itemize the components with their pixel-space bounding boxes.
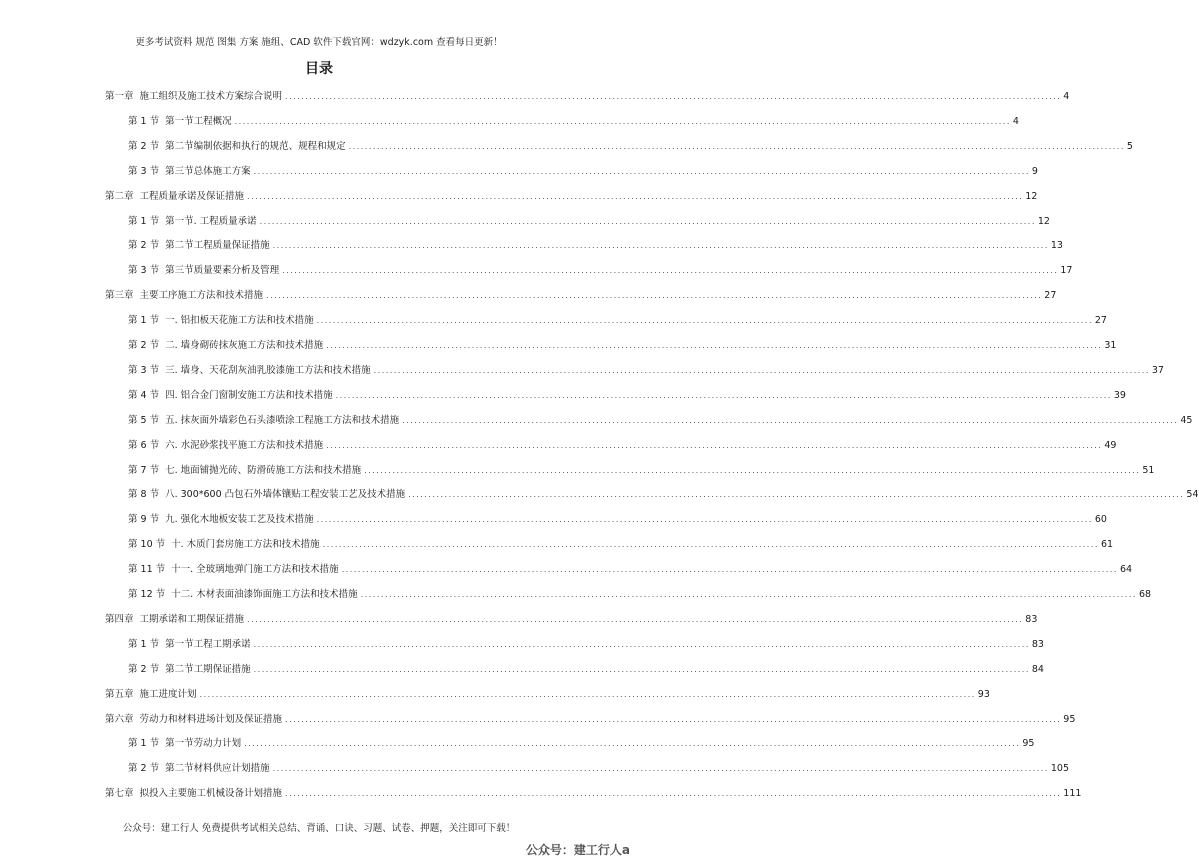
- toc-section-entry[interactable]: [128, 589, 1152, 601]
- toc-entry-label: [128, 166, 254, 178]
- toc-page-number: 51: [1142, 464, 1155, 476]
- toc-entry-number: 第七章: [105, 788, 134, 800]
- toc-chapter-entry[interactable]: [105, 190, 1038, 203]
- toc-entry-number: 第三章: [105, 290, 134, 302]
- toc-entry-label: [105, 91, 285, 103]
- toc-entry-number: 第四章: [105, 613, 134, 625]
- toc-entry-number: 第 1 节: [128, 115, 160, 127]
- toc-entry-number: 第二章: [105, 190, 134, 202]
- toc-page-number: 83: [1031, 638, 1044, 650]
- toc-section-entry[interactable]: [128, 539, 1114, 551]
- toc-entry-label: [128, 489, 408, 501]
- toc-entry-number: 第五章: [105, 688, 134, 700]
- toc-dot-leader: ................................................................................................................................................................................................: [364, 465, 1141, 475]
- watermark: [526, 843, 630, 858]
- toc-chapter-entry[interactable]: [105, 91, 1070, 103]
- toc-entry-title: 第一节. 工程质量承诺: [165, 215, 257, 227]
- toc-section-entry[interactable]: [128, 165, 1038, 178]
- toc-entry-title: 第一节工程工期承诺: [165, 638, 251, 650]
- toc-entry-title: 十. 木质门套房施工方法和技术措施: [171, 539, 320, 551]
- toc-entry-label: [128, 589, 361, 601]
- toc-dot-leader: ................................................................................................................................................................................................: [253, 166, 1030, 176]
- toc-entry-label: [128, 564, 342, 576]
- toc-section-entry[interactable]: [128, 514, 1107, 526]
- toc-page-number: 12: [1037, 215, 1050, 227]
- toc-entry-title: 二. 墙身砌砖抹灰施工方法和技术措施: [165, 340, 324, 351]
- toc-section-entry[interactable]: [128, 414, 1193, 427]
- toc-chapter-entry[interactable]: [105, 613, 1038, 626]
- toc-entry-title: 第三节质量要素分析及管理: [165, 265, 280, 277]
- toc-entry-title: 十二. 木材表面油漆饰面施工方法和技术措施: [171, 589, 358, 600]
- toc-dot-leader: ................................................................................................................................................................................................: [316, 316, 1093, 326]
- toc-entry-label: [128, 440, 326, 452]
- toc-entry-number: 第 10 节: [128, 539, 166, 551]
- toc-entry-label: [128, 763, 273, 775]
- toc-entry-label: [128, 240, 273, 252]
- toc-entry-number: 第六章: [105, 713, 134, 725]
- toc-chapter-entry[interactable]: [105, 713, 1076, 726]
- toc-entry-title: 十一. 全玻璃地弹门施工方法和技术措施: [171, 564, 339, 576]
- header-note: 更多考试资料 规范 图集 方案 施组、CAD 软件下载官网：wdzyk.com 查看每日更新！: [135, 37, 503, 48]
- toc-entry-title: 第三节总体施工方案: [165, 165, 251, 177]
- toc-entry-label: [105, 788, 285, 800]
- toc-dot-leader: ................................................................................................................................................................................................: [253, 664, 1030, 674]
- toc-entry-label: [128, 390, 336, 402]
- toc-dot-leader: ................................................................................................................................................................................................: [272, 764, 1049, 774]
- toc-section-entry[interactable]: [128, 439, 1117, 452]
- toc-page-number: 39: [1113, 389, 1126, 401]
- toc-page-number: 95: [1063, 713, 1076, 725]
- toc-dot-leader: ................................................................................................................................................................................................: [316, 515, 1093, 525]
- toc-entry-title: 八. 300*600 凸包石外墙体镶贴工程安装工艺及技术措施: [165, 489, 406, 501]
- toc-page-number: 5: [1126, 140, 1133, 152]
- toc-entry-title: 七. 地面铺抛光砖、防滑砖施工方法和技术措施: [165, 464, 362, 476]
- toc-entry-number: 第 3 节: [128, 364, 160, 376]
- toc-entry-number: 第一章: [105, 91, 134, 102]
- toc-page-number: 17: [1060, 265, 1073, 277]
- toc-section-entry[interactable]: [128, 140, 1133, 153]
- toc-dot-leader: ................................................................................................................................................................................................: [335, 390, 1112, 400]
- toc-entry-label: [128, 116, 235, 128]
- watermark-text: 公众号：建工行人a: [525, 843, 630, 857]
- toc-entry-number: 第 9 节: [128, 514, 160, 526]
- toc-chapter-entry[interactable]: [105, 290, 1057, 302]
- toc-entry-title: 施工组织及施工技术方案综合说明: [139, 91, 283, 102]
- toc-entry-label: [128, 465, 364, 477]
- toc-page-number: 93: [977, 688, 990, 700]
- toc-entry-number: 第 7 节: [128, 464, 160, 476]
- toc-chapter-entry[interactable]: [105, 788, 1082, 800]
- toc-entry-label: [128, 141, 349, 153]
- toc-entry-number: 第 4 节: [128, 389, 160, 401]
- toc-entry-title: 劳动力和材料进场计划及保证措施: [139, 713, 283, 725]
- toc-entry-number: 第 12 节: [128, 589, 166, 600]
- toc-dot-leader: ................................................................................................................................................................................................: [348, 141, 1125, 151]
- toc-page-number: 27: [1044, 290, 1057, 302]
- toc-section-entry[interactable]: [128, 638, 1044, 651]
- toc-page-number: 64: [1119, 564, 1133, 576]
- toc-entry-label: [128, 738, 244, 750]
- toc-entry-title: 五. 抹灰面外墙彩色石头漆喷涂工程施工方法和技术措施: [165, 414, 400, 426]
- toc-section-entry[interactable]: [128, 564, 1133, 576]
- toc-dot-leader: ................................................................................................................................................................................................: [259, 216, 1036, 226]
- toc-dot-leader: ................................................................................................................................................................................................: [373, 365, 1150, 375]
- toc-entry-label: [128, 315, 317, 327]
- toc-page-number: 9: [1031, 165, 1038, 177]
- toc-entry-label: [128, 415, 402, 427]
- toc-entry-number: 第 2 节: [128, 663, 160, 675]
- toc-page-number: 61: [1100, 539, 1114, 551]
- toc-entry-title: 工期承诺和工期保证措施: [139, 613, 245, 625]
- toc-section-entry[interactable]: [128, 738, 1035, 750]
- toc-entry-number: 第 1 节: [128, 738, 160, 750]
- toc-entry-label: [128, 340, 326, 352]
- toc-entry-number: 第 3 节: [128, 265, 160, 277]
- toc-section-entry[interactable]: [128, 663, 1044, 676]
- toc-entry-title: 第二节材料供应计划措施: [165, 763, 270, 775]
- toc-section-entry[interactable]: [128, 240, 1063, 252]
- toc-section-entry[interactable]: [128, 340, 1117, 352]
- toc-dot-leader: ................................................................................................................................................................................................: [326, 341, 1103, 350]
- toc-section-entry[interactable]: [128, 464, 1155, 477]
- toc-dot-leader: ................................................................................................................................................................................................: [322, 540, 1099, 550]
- toc-entry-title: 三. 墙身、天花刮灰油乳胶漆施工方法和技术措施: [165, 364, 371, 376]
- toc-page-number: 27: [1094, 315, 1107, 327]
- toc-section-entry[interactable]: [128, 389, 1126, 402]
- toc-dot-leader: ................................................................................................................................................................................................: [282, 266, 1059, 276]
- toc-entry-number: 第 6 节: [128, 439, 160, 451]
- toc-dot-leader: ................................................................................................................................................................................................: [285, 92, 1062, 101]
- toc-dot-leader: ................................................................................................................................................................................................: [326, 440, 1103, 450]
- toc-dot-leader: ................................................................................................................................................................................................: [266, 291, 1043, 301]
- toc-chapter-entry[interactable]: [105, 688, 990, 701]
- toc-section-entry[interactable]: [128, 215, 1050, 228]
- toc-entry-number: 第 2 节: [128, 240, 160, 252]
- toc-entry-label: [105, 290, 266, 302]
- toc-entry-title: 施工进度计划: [139, 688, 197, 700]
- toc-entry-number: 第 1 节: [128, 315, 160, 327]
- toc-page-number: 45: [1180, 414, 1193, 426]
- toc-entry-label: [105, 614, 247, 626]
- toc-title: 目录: [305, 61, 333, 77]
- toc-entry-number: 第 5 节: [128, 414, 160, 426]
- toc-page-number: 68: [1138, 589, 1152, 600]
- toc-entry-title: 主要工序施工方法和技术措施: [139, 290, 264, 302]
- toc-entry-label: [105, 191, 247, 203]
- toc-page-number: 31: [1104, 340, 1117, 351]
- footer-note: 公众号：建工行人 免费提供考试相关总结、背诵、口诀、习题、试卷、押题，关注即可下载！: [122, 823, 516, 834]
- toc-entry-number: 第 2 节: [128, 340, 160, 351]
- toc-entry-title: 第一节劳动力计划: [165, 738, 242, 750]
- toc-entry-title: 工程质量承诺及保证措施: [139, 190, 245, 202]
- toc-entry-title: 第二节工期保证措施: [165, 663, 251, 675]
- toc-entry-number: 第 2 节: [128, 763, 160, 775]
- toc-entry-label: [128, 639, 254, 651]
- toc-entry-title: 一. 铝扣板天花施工方法和技术措施: [165, 315, 314, 327]
- toc-page-number: 37: [1151, 364, 1164, 376]
- toc-dot-leader: ................................................................................................................................................................................................: [253, 639, 1030, 649]
- toc-dot-leader: ................................................................................................................................................................................................: [234, 116, 1011, 126]
- toc-section-entry[interactable]: [128, 315, 1107, 327]
- toc-dot-leader: ................................................................................................................................................................................................: [408, 490, 1185, 500]
- toc-page-number: 4: [1012, 115, 1019, 127]
- toc-page-number: 49: [1104, 439, 1117, 451]
- toc-section-entry[interactable]: [128, 265, 1073, 277]
- toc-entry-label: [105, 714, 285, 726]
- toc-entry-label: [128, 664, 254, 676]
- toc-entry-label: [128, 216, 260, 228]
- toc-entry-title: 九. 强化木地板安装工艺及技术措施: [165, 514, 314, 526]
- toc-entry-title: 四. 铝合金门窗制安施工方法和技术措施: [165, 389, 333, 401]
- toc-page-number: 84: [1031, 663, 1044, 675]
- toc-page-number: 60: [1094, 514, 1107, 526]
- toc-entry-number: 第 3 节: [128, 165, 160, 177]
- toc-entry-label: [128, 365, 374, 377]
- toc-entry-label: [128, 514, 317, 526]
- toc-page-number: 111: [1063, 788, 1082, 800]
- toc-section-entry[interactable]: [128, 364, 1164, 377]
- toc-entry-number: 第 1 节: [128, 638, 160, 650]
- toc-page-number: 105: [1050, 763, 1069, 775]
- toc-section-entry[interactable]: [128, 115, 1019, 128]
- toc-entry-label: [128, 539, 323, 551]
- toc-section-entry[interactable]: [128, 763, 1069, 775]
- toc-entry-title: 第二节工程质量保证措施: [165, 240, 270, 252]
- toc-dot-leader: ................................................................................................................................................................................................: [247, 614, 1024, 624]
- toc-entry-label: [128, 265, 282, 277]
- toc-page-number: 54: [1186, 489, 1199, 501]
- toc-entry-title: 第二节编制依据和执行的规范、规程和规定: [165, 140, 346, 152]
- toc-dot-leader: ................................................................................................................................................................................................: [360, 590, 1137, 599]
- toc-dot-leader: ................................................................................................................................................................................................: [244, 739, 1021, 749]
- toc-entry-number: 第 8 节: [128, 489, 160, 501]
- toc-dot-leader: ................................................................................................................................................................................................: [272, 241, 1049, 251]
- toc-dot-leader: ................................................................................................................................................................................................: [285, 714, 1062, 724]
- toc-page-number: 95: [1022, 738, 1035, 750]
- toc-entry-number: 第 1 节: [128, 215, 160, 227]
- toc-entry-title: 第一节工程概况: [165, 115, 232, 127]
- toc-entry-number: 第 2 节: [128, 140, 160, 152]
- toc-entry-title: 六. 水泥砂浆找平施工方法和技术措施: [165, 439, 324, 451]
- toc-dot-leader: ................................................................................................................................................................................................: [341, 565, 1118, 575]
- toc-section-entry[interactable]: [128, 489, 1199, 501]
- toc-page-number: 13: [1050, 240, 1063, 252]
- toc-dot-leader: ................................................................................................................................................................................................: [285, 789, 1062, 799]
- toc-dot-leader: ................................................................................................................................................................................................: [247, 191, 1024, 201]
- toc-page-number: 12: [1025, 190, 1038, 202]
- toc-dot-leader: ................................................................................................................................................................................................: [402, 415, 1179, 425]
- toc-entry-title: 拟投入主要施工机械设备计划措施: [139, 788, 283, 800]
- toc-page-number: 83: [1025, 613, 1038, 625]
- toc-entry-number: 第 11 节: [128, 564, 166, 576]
- toc-page-number: 4: [1063, 91, 1070, 102]
- toc-entry-label: [105, 689, 200, 701]
- toc-dot-leader: ................................................................................................................................................................................................: [199, 689, 976, 699]
